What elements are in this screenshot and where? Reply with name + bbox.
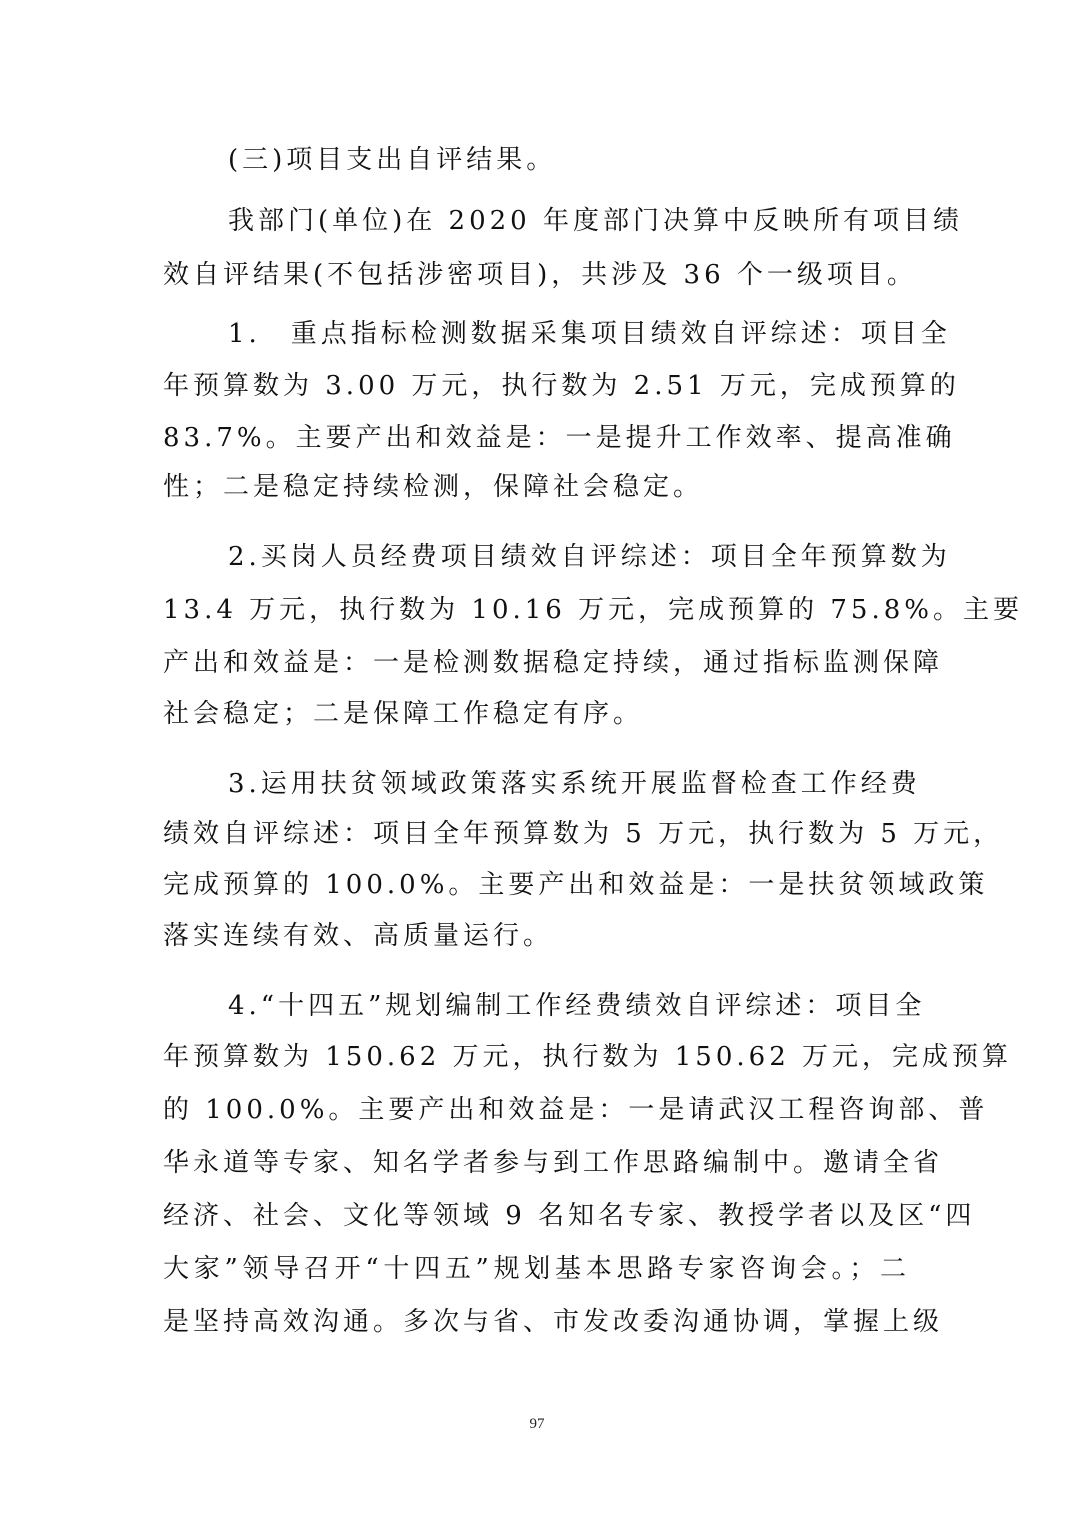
item-4-line: 华永道等专家、知名学者参与到工作思路编制中。邀请全省 [163, 1148, 944, 1178]
item-3-line: 完成预算的 100.0%。主要产出和效益是：一是扶贫领域政策 [163, 870, 989, 900]
item-2-line: 2.买岗人员经费项目绩效自评综述：项目全年预算数为 [228, 542, 951, 572]
item-4-line: 大家”领导召开“十四五”规划基本思路专家咨询会。；二 [163, 1254, 910, 1284]
item-3-line: 3.运用扶贫领域政策落实系统开展监督检查工作经费 [228, 769, 921, 799]
item-3-line: 落实连续有效、高质量运行。 [163, 921, 554, 951]
item-2-line: 社会稳定；二是保障工作稳定有序。 [163, 699, 644, 729]
intro-line: 我部门(单位)在 2020 年度部门决算中反映所有项目绩 [228, 206, 963, 236]
item-4-line: 经济、社会、文化等领域 9 名知名专家、教授学者以及区“四 [163, 1201, 976, 1231]
item-4-line: 是坚持高效沟通。多次与省、市发改委沟通协调，掌握上级 [163, 1307, 944, 1337]
item-4-line: 年预算数为 150.62 万元，执行数为 150.62 万元，完成预算 [163, 1042, 1013, 1072]
item-2-line: 13.4 万元，执行数为 10.16 万元，完成预算的 75.8%。主要 [163, 595, 1023, 625]
section-heading: (三)项目支出自评结果。 [228, 145, 557, 175]
item-2-line: 产出和效益是：一是检测数据稳定持续，通过指标监测保障 [163, 648, 944, 678]
page-number: 97 [529, 1416, 545, 1432]
intro-line: 效自评结果(不包括涉密项目)，共涉及 36 个一级项目。 [163, 260, 917, 290]
item-4-line: 的 100.0%。主要产出和效益是：一是请武汉工程咨询部、普 [163, 1095, 989, 1125]
item-1-line: 1. 重点指标检测数据采集项目绩效自评综述：项目全 [228, 319, 951, 349]
item-3-line: 绩效自评综述：项目全年预算数为 5 万元，执行数为 5 万元， [163, 819, 1004, 849]
item-4-line: 4.“十四五”规划编制工作经费绩效自评综述：项目全 [228, 991, 926, 1021]
item-1-line: 年预算数为 3.00 万元，执行数为 2.51 万元，完成预算的 [163, 371, 960, 401]
item-1-line: 性；二是稳定持续检测，保障社会稳定。 [163, 472, 704, 502]
item-1-line: 83.7%。主要产出和效益是：一是提升工作效率、提高准确 [163, 423, 956, 453]
